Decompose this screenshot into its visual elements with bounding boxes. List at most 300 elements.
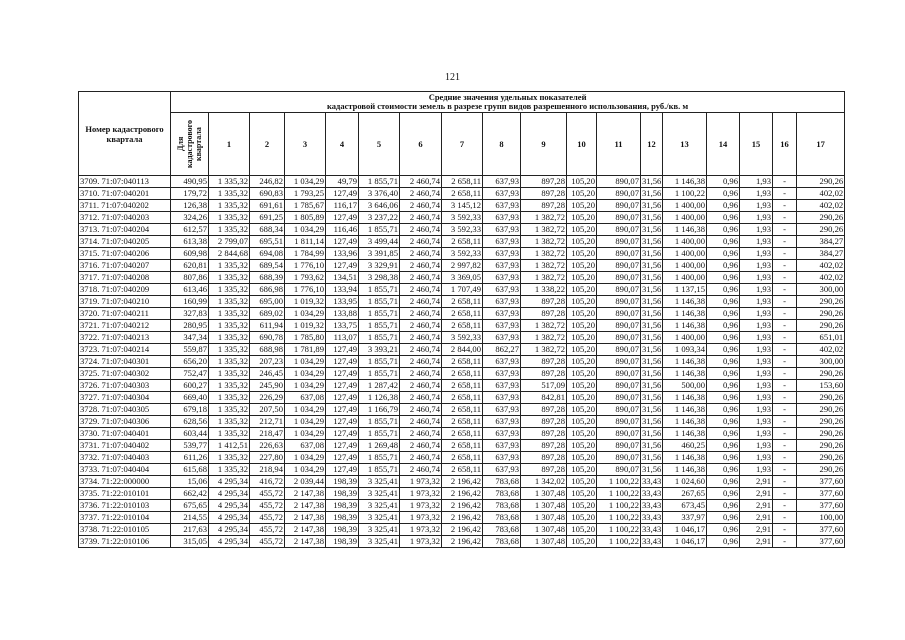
quarter-id-cell: 3736. 71:22:010103 [79,500,171,512]
value-cell: 897,28 [521,464,567,476]
table-row [79,320,845,332]
value-cell: 1 100,22 [597,488,641,500]
value-cell: 0,96 [707,428,740,440]
header-title [171,92,845,113]
quarter-id-cell: 3730. 71:07:040401 [79,428,171,440]
table-row [79,332,845,344]
value-cell: 100,00 [797,512,845,524]
value-cell: 0,96 [707,308,740,320]
value-cell: 637,93 [483,272,521,284]
value-cell: 1 335,32 [209,284,250,296]
value-cell: 1 855,71 [359,464,400,476]
value-cell: 1,93 [740,464,773,476]
value-cell: 1 093,34 [663,344,707,356]
value-cell: 1 400,00 [663,236,707,248]
value-cell: 1,93 [740,344,773,356]
value-cell: 3 592,33 [442,248,483,260]
value-cell: 127,49 [326,464,359,476]
value-cell: 267,65 [663,488,707,500]
value-cell: 637,93 [483,284,521,296]
value-cell: 455,72 [250,500,285,512]
value-cell: 1 100,22 [597,500,641,512]
value-cell: 1 335,32 [209,368,250,380]
value-cell: 890,07 [597,440,641,452]
value-cell: 31,56 [642,332,662,342]
value-cell: 324,26 [171,212,209,224]
value-cell: 1 046,17 [663,524,707,536]
value-cell: 1 146,38 [663,176,707,188]
value-cell: 1,93 [740,416,773,428]
value-cell: 1 335,32 [209,260,250,272]
value-cell: 246,82 [250,176,285,188]
value-cell: 3 592,33 [442,212,483,224]
value-cell: 127,49 [326,404,359,416]
value-cell: 105,20 [567,188,597,200]
value-cell: 1 146,38 [663,428,707,440]
value-cell: 890,07 [597,188,641,200]
value-cell: 1 335,32 [209,176,250,188]
value-cell: 198,39 [326,476,359,488]
value-cell: 1 100,22 [663,188,707,200]
value-cell: 1 335,32 [209,200,250,212]
value-cell: 127,49 [326,236,359,248]
value-cell: 179,72 [171,188,209,200]
value-cell: - [773,344,797,356]
value-cell: 1 855,71 [359,428,400,440]
value-cell: - [773,272,797,284]
value-cell: 783,68 [483,476,521,488]
value-cell: 416,72 [250,476,285,488]
quarter-id-cell: 3739. 71:22:010106 [79,536,171,548]
value-cell: 0,96 [707,404,740,416]
value-cell: 2 658,11 [442,320,483,332]
value-cell: 1 342,02 [521,476,567,488]
value-cell: 1 793,62 [285,272,326,284]
value-cell: 1 973,32 [400,512,442,524]
value-cell: 1 855,71 [359,452,400,464]
value-cell: 402,02 [797,260,845,272]
value-cell: 1 034,29 [285,404,326,416]
value-cell: 300,00 [797,356,845,368]
value-cell: 637,93 [483,380,521,392]
value-cell: 1,93 [740,404,773,416]
value-cell: 890,07 [597,428,641,440]
value-cell: 890,07 [597,404,641,416]
value-cell: 105,20 [567,392,597,404]
value-cell: 1 335,32 [209,464,250,476]
value-cell: 3 646,06 [359,200,400,212]
value-cell: 4 295,34 [209,488,250,500]
value-cell: 637,93 [483,176,521,188]
value-cell: 688,34 [250,224,285,236]
value-cell: 337,97 [663,512,707,524]
value-cell: 0,96 [707,464,740,476]
value-cell: 752,47 [171,368,209,380]
value-cell: - [773,212,797,224]
value-cell: 890,07 [597,368,641,380]
value-cell: 2 196,42 [442,512,483,524]
value-cell: 1 287,42 [359,380,400,392]
value-cell: 897,28 [521,188,567,200]
value-cell: 0,96 [707,344,740,356]
value-cell: 628,56 [171,416,209,428]
value-cell: - [773,368,797,380]
value-cell: 611,94 [250,320,285,332]
column-header-1: 1 [209,113,250,176]
value-cell: 2 658,11 [442,440,483,452]
value-cell: 218,94 [250,464,285,476]
value-cell: 1 855,71 [359,368,400,380]
value-cell: 1,93 [740,428,773,440]
value-cell: 1 146,38 [663,356,707,368]
value-cell: 300,00 [797,284,845,296]
value-cell: 695,00 [250,296,285,308]
value-cell: 327,83 [171,308,209,320]
value-cell: 2 658,11 [442,392,483,404]
value-cell: 688,98 [250,344,285,356]
value-cell: 3 325,41 [359,512,400,524]
value-cell: 127,49 [326,380,359,392]
value-cell: 127,49 [326,428,359,440]
value-cell: 402,02 [797,200,845,212]
table-row [79,404,845,416]
value-cell: 783,68 [483,512,521,524]
value-cell: 2 658,11 [442,464,483,476]
value-cell: - [773,248,797,260]
value-cell: 690,83 [250,188,285,200]
value-cell: 402,02 [797,188,845,200]
value-cell: 212,71 [250,416,285,428]
value-cell: - [773,320,797,332]
value-cell: 1 100,22 [597,512,641,524]
value-cell: 2 460,74 [400,380,442,392]
value-cell: 0,96 [707,248,740,260]
value-cell: 0,96 [707,368,740,380]
value-cell: 890,07 [597,452,641,464]
value-cell: 637,93 [483,308,521,320]
value-cell: 1 335,32 [209,428,250,440]
value-cell: 1 034,29 [285,176,326,188]
value-cell: 33,43 [642,476,662,486]
value-cell: 669,40 [171,392,209,404]
value-cell: 127,49 [326,356,359,368]
quarter-id-cell: 3734. 71:22:000000 [79,476,171,488]
value-cell: 1 335,32 [209,404,250,416]
table-row [79,308,845,320]
quarter-id-cell: 3712. 71:07:040203 [79,212,171,224]
value-cell: 290,26 [797,440,845,452]
value-cell: 2 460,74 [400,332,442,344]
value-cell: 2 147,38 [285,488,326,500]
value-cell: 127,49 [326,344,359,356]
value-cell: 1,93 [740,296,773,308]
value-cell: 1 973,32 [400,500,442,512]
value-cell: 31,56 [642,212,662,222]
value-cell: 2 460,74 [400,308,442,320]
value-cell: 384,27 [797,236,845,248]
value-cell: 1,93 [740,236,773,248]
value-cell: 4 295,34 [209,512,250,524]
value-cell: 290,26 [797,308,845,320]
value-cell: 105,20 [567,488,597,500]
value-cell: 105,20 [567,320,597,332]
value-cell: 455,72 [250,512,285,524]
value-cell: 105,20 [567,224,597,236]
quarter-id-cell: 3719. 71:07:040210 [79,296,171,308]
value-cell: 890,07 [597,224,641,236]
value-cell: 637,93 [483,296,521,308]
value-cell: 490,95 [171,176,209,188]
table-row [79,392,845,404]
table-row [79,296,845,308]
value-cell: 1 335,32 [209,380,250,392]
value-cell: 1 335,32 [209,416,250,428]
value-cell: - [773,176,797,188]
value-cell: 1 382,72 [521,212,567,224]
table-row [79,512,845,524]
value-cell: 0,96 [707,260,740,272]
value-cell: 31,56 [642,464,662,474]
value-cell: 134,51 [326,272,359,284]
value-cell: 105,20 [567,416,597,428]
value-cell: 1 400,00 [663,260,707,272]
value-cell: 2 460,74 [400,392,442,404]
value-cell: 1,93 [740,248,773,260]
value-cell: 2 658,11 [442,296,483,308]
value-cell: 890,07 [597,380,641,392]
value-cell: 113,07 [326,332,359,344]
value-cell: 694,08 [250,248,285,260]
value-cell: 637,93 [483,428,521,440]
value-cell: 2 460,74 [400,272,442,284]
value-cell: 897,28 [521,200,567,212]
column-header-4: 4 [326,113,359,176]
value-cell: 1,93 [740,272,773,284]
value-cell: 226,63 [250,440,285,452]
value-cell: 1 335,32 [209,212,250,224]
value-cell: 1 146,38 [663,368,707,380]
value-cell: 1 307,48 [521,536,567,548]
value-cell: 0,96 [707,500,740,512]
value-cell: 1 335,32 [209,224,250,236]
value-cell: 637,93 [483,248,521,260]
value-cell: 1 400,00 [663,272,707,284]
value-cell: 377,60 [797,476,845,488]
value-cell: 1 382,72 [521,272,567,284]
quarter-id-cell: 3717. 71:07:040208 [79,272,171,284]
column-header-5: 5 [359,113,400,176]
value-cell: 1 400,00 [663,248,707,260]
quarter-id-cell: 3714. 71:07:040205 [79,236,171,248]
table-row [79,176,845,188]
value-cell: 890,07 [597,332,641,344]
value-cell: 33,43 [642,500,662,510]
value-cell: 1,93 [740,200,773,212]
value-cell: 2 460,74 [400,212,442,224]
value-cell: 1 382,72 [521,344,567,356]
value-cell: 3 391,85 [359,248,400,260]
value-cell: 1 034,29 [285,452,326,464]
value-cell: 217,63 [171,524,209,536]
value-cell: 3 298,38 [359,272,400,284]
value-cell: 890,07 [597,392,641,404]
quarter-id-cell: 3729. 71:07:040306 [79,416,171,428]
value-cell: 609,98 [171,248,209,260]
value-cell: 49,79 [326,176,359,188]
value-cell: 1 855,71 [359,356,400,368]
value-cell: 2 460,74 [400,356,442,368]
value-cell: 31,56 [642,404,662,414]
value-cell: 290,26 [797,176,845,188]
header-title-line1: Средние значения удельных показателей [428,91,587,102]
value-cell: 290,26 [797,368,845,380]
value-cell: 637,93 [483,212,521,224]
value-cell: 637,93 [483,416,521,428]
value-cell: 1 307,48 [521,488,567,500]
quarter-id-cell: 3720. 71:07:040211 [79,308,171,320]
table-row [79,272,845,284]
value-cell: 615,68 [171,464,209,476]
value-cell: 2 658,11 [442,308,483,320]
value-cell: 662,42 [171,488,209,500]
value-cell: 1 019,32 [285,320,326,332]
value-cell: 1 855,71 [359,296,400,308]
value-cell: 377,60 [797,500,845,512]
value-cell: - [773,500,797,512]
value-cell: 2 196,42 [442,524,483,536]
value-cell: 377,60 [797,536,845,548]
value-cell: 612,57 [171,224,209,236]
value-cell: 402,02 [797,272,845,284]
value-cell: 31,56 [642,176,662,186]
value-cell: 31,56 [642,248,662,258]
value-cell: 2 997,82 [442,260,483,272]
value-cell: 1 335,32 [209,392,250,404]
value-cell: 1 776,10 [285,284,326,296]
value-cell: 890,07 [597,176,641,188]
quarter-id-cell: 3737. 71:22:010104 [79,512,171,524]
table-row [79,452,845,464]
value-cell: 673,45 [663,500,707,512]
value-cell: 1 335,32 [209,332,250,344]
value-cell: 695,51 [250,236,285,248]
value-cell: 127,49 [326,392,359,404]
quarter-id-cell: 3710. 71:07:040201 [79,188,171,200]
value-cell: 2 658,11 [442,368,483,380]
value-cell: 600,27 [171,380,209,392]
value-cell: 3 325,41 [359,476,400,488]
value-cell: 2 460,74 [400,344,442,356]
value-cell: 0,96 [707,440,740,452]
value-cell: 2 844,00 [442,344,483,356]
value-cell: 1 973,32 [400,488,442,500]
value-cell: 455,72 [250,536,285,548]
value-cell: 1,93 [740,308,773,320]
value-cell: 0,96 [707,284,740,296]
value-cell: 0,96 [707,476,740,488]
value-cell: 290,26 [797,224,845,236]
value-cell: 105,20 [567,248,597,260]
value-cell: 613,38 [171,236,209,248]
value-cell: 2,91 [740,488,773,500]
value-cell: 2 460,74 [400,428,442,440]
value-cell: 3 325,41 [359,488,400,500]
value-cell: 1 034,29 [285,416,326,428]
value-cell: 1,93 [740,224,773,236]
table-row [79,260,845,272]
value-cell: 116,17 [326,200,359,212]
table-row [79,500,845,512]
value-cell: 31,56 [642,392,662,402]
table-row [79,524,845,536]
value-cell: 688,39 [250,272,285,284]
value-cell: 31,56 [642,188,662,198]
value-cell: 15,06 [171,476,209,488]
quarter-id-cell: 3735. 71:22:010101 [79,488,171,500]
value-cell: 1 855,71 [359,320,400,332]
value-cell: 897,28 [521,428,567,440]
value-cell: 500,00 [663,380,707,392]
quarter-id-cell: 3728. 71:07:040305 [79,404,171,416]
value-cell: 347,34 [171,332,209,344]
value-cell: 290,26 [797,428,845,440]
value-cell: 1 382,72 [521,260,567,272]
value-cell: 384,27 [797,248,845,260]
value-cell: 1 382,72 [521,236,567,248]
value-cell: 105,20 [567,404,597,416]
quarter-id-cell: 3738. 71:22:010105 [79,524,171,536]
value-cell: 105,20 [567,176,597,188]
value-cell: 1 785,80 [285,332,326,344]
value-cell: 1 335,32 [209,296,250,308]
table-row [79,356,845,368]
value-cell: 2 658,11 [442,380,483,392]
quarter-id-cell: 3709. 71:07:040113 [79,176,171,188]
value-cell: 133,95 [326,296,359,308]
table-row [79,464,845,476]
value-cell: 637,93 [483,320,521,332]
value-cell: 31,56 [642,416,662,426]
value-cell: 1,93 [740,440,773,452]
header-for-quarter [171,113,209,176]
value-cell: 1 335,32 [209,308,250,320]
value-cell: 1,93 [740,188,773,200]
value-cell: - [773,380,797,392]
value-cell: 2 460,74 [400,260,442,272]
table-row [79,488,845,500]
column-header-15: 15 [740,113,773,176]
value-cell: 637,93 [483,404,521,416]
value-cell: 1 382,72 [521,224,567,236]
value-cell: 1 335,32 [209,188,250,200]
value-cell: 227,80 [250,452,285,464]
value-cell: - [773,404,797,416]
value-cell: 1 973,32 [400,476,442,488]
value-cell: 1,93 [740,356,773,368]
value-cell: 559,87 [171,344,209,356]
value-cell: 226,29 [250,392,285,404]
value-cell: 1,93 [740,380,773,392]
value-cell: 1 335,32 [209,320,250,332]
value-cell: 1 146,38 [663,392,707,404]
value-cell: 126,38 [171,200,209,212]
value-cell: 783,68 [483,500,521,512]
value-cell: 198,39 [326,488,359,500]
value-cell: 1 781,89 [285,344,326,356]
value-cell: 402,02 [797,344,845,356]
value-cell: 105,20 [567,380,597,392]
value-cell: 890,07 [597,320,641,332]
